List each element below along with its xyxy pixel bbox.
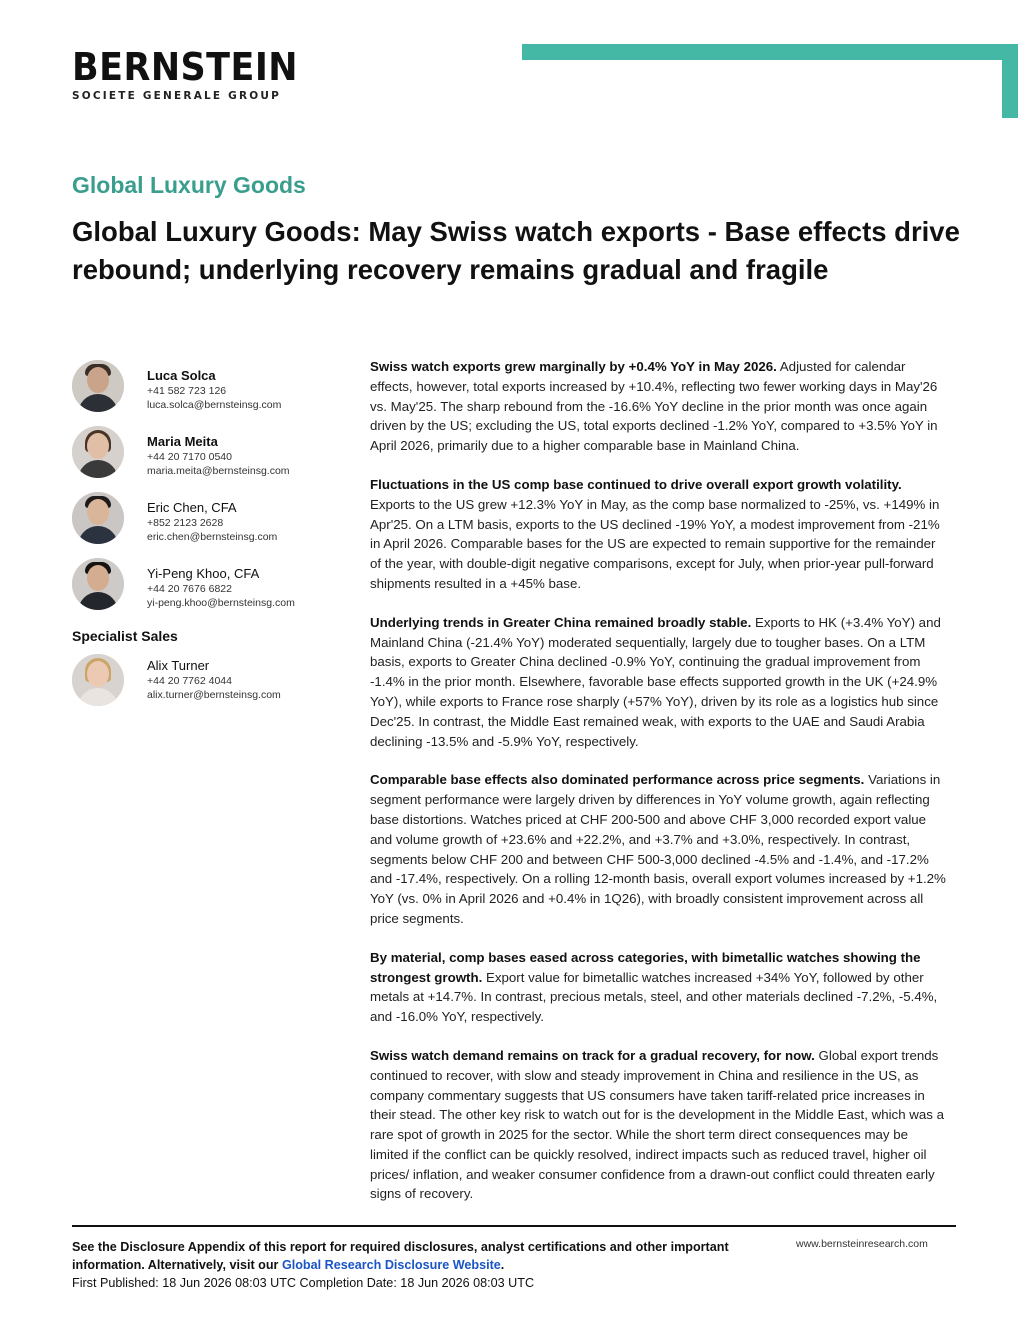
- author-card: [72, 492, 352, 558]
- paragraph-lead: Swiss watch exports grew marginally by +0.4% YoY in May 2026.: [370, 359, 777, 374]
- avatar: [72, 426, 124, 478]
- accent-corner-bar: [522, 44, 1010, 60]
- disclosure-period: .: [500, 1258, 505, 1272]
- avatar: [72, 492, 124, 544]
- body-paragraph: [370, 475, 950, 594]
- paragraph-text: Variations in segment performance were largely driven by differences in YoY volume growth, again reflecting base distortions. Watches priced at CHF 200-500 and above CHF 3,000 recorded export value and volume growth of +23.6% and +22.2%, and +3.7% and +3.0%, respectively. In contrast, segments below CHF 200 and between CHF 500-3,000 declined -4.5% and -1.4%, and -17.2% and -17.4%, respectively. On a rolling 12-month basis, overall export volumes increased by +1.2% YoY (vs. 0% in April 2026 and +0.4% in 1Q26), with broadly consistent improvement across all price segments.: [370, 772, 946, 926]
- author-email[interactable]: maria.meita@bernsteinsg.com: [147, 465, 290, 477]
- author-phone: +44 20 7676 6822: [147, 583, 232, 595]
- bernstein-logo: [72, 46, 318, 102]
- report-title: Global Luxury Goods: May Swiss watch exports - Base effects drive rebound; underlying recovery remains gradual and fragile: [72, 216, 960, 285]
- body-paragraph: [370, 357, 950, 456]
- specialist-sales-heading: Specialist Sales: [72, 628, 178, 644]
- accent-corner-bar-vertical: [1002, 44, 1018, 118]
- author-email[interactable]: luca.solca@bernsteinsg.com: [147, 399, 282, 411]
- author-name: Yi-Peng Khoo, CFA: [147, 566, 260, 581]
- paragraph-lead: Swiss watch demand remains on track for a gradual recovery, for now.: [370, 1047, 815, 1063]
- author-card: [72, 558, 352, 624]
- author-card: [72, 360, 352, 426]
- specialist-phone: +44 20 7762 4044: [147, 675, 232, 687]
- author-card: [72, 426, 352, 492]
- avatar: [72, 360, 124, 412]
- paragraph-text: Export value for bimetallic watches increased +34% YoY, followed by other metals at +14.7%. In contrast, precious metals, steel, and other materials declined -7.2%, -5.4%, and -16.0% YoY, respectively.: [370, 969, 938, 1025]
- section-heading: Global Luxury Goods: [72, 172, 306, 198]
- logo-subtitle: SOCIETE GENERALE GROUP: [72, 90, 281, 102]
- disclosure-website-link[interactable]: Global Research Disclosure Website: [281, 1258, 501, 1272]
- paragraph-text: Adjusted for calendar effects, however, total exports increased by +10.4%, reflecting two fewer working days in May'26 vs. May'25. The sharp rebound from the -16.6% YoY decline in the prior month was once again driven by the US; excluding the US, total exports declined -1.2% YoY, compared to +3.5% YoY in April 2026, primarily due to a higher comparable base in Mainland China.: [370, 359, 938, 454]
- author-name: Luca Solca: [147, 368, 216, 383]
- publication-dates: First Published: 18 Jun 2026 08:03 UTC Completion Date: 18 Jun 2026 08:03 UTC: [72, 1276, 535, 1290]
- disclosure-footer: [72, 1238, 772, 1292]
- author-name: Eric Chen, CFA: [147, 500, 237, 515]
- specialist-name: Alix Turner: [147, 658, 210, 673]
- author-name: Maria Meita: [147, 434, 218, 449]
- specialist-card: [72, 654, 352, 720]
- paragraph-text: Global export trends continued to recover, with slow and steady improvement in China and resilience in the US, as company commentary suggests that US consumers have taken tariff-related price increases in their stead. The other key risk to watch out for is the development in the Middle East, which was a rare spot of growth in 2025 for the sector. While the short term direct consequences may be limited if the conflict can be quickly resolved, indirect impacts such as reduced travel, higher oil prices/ inflation, and weaker consumer confidence from a drawn-out conflict could threaten early signs of recovery.: [370, 1047, 945, 1202]
- avatar: [72, 654, 124, 706]
- avatar: [72, 558, 124, 610]
- author-list: [72, 360, 352, 720]
- body-paragraph: [370, 1046, 950, 1204]
- body-paragraph: [370, 770, 950, 928]
- body-paragraph: [370, 948, 950, 1027]
- footer-divider: [72, 1225, 956, 1227]
- body-paragraph: [370, 613, 950, 752]
- website-url[interactable]: www.bernsteinresearch.com: [796, 1238, 928, 1250]
- author-email[interactable]: eric.chen@bernsteinsg.com: [147, 531, 278, 543]
- paragraph-lead: Fluctuations in the US comp base continued to drive overall export growth volatility.: [370, 476, 902, 492]
- report-body: [370, 357, 950, 1223]
- paragraph-lead: Underlying trends in Greater China remained broadly stable.: [370, 614, 752, 630]
- paragraph-lead: By material, comp bases eased across categories, with bimetallic watches showing the strongest growth.: [370, 949, 921, 985]
- logo-wordmark: BERNSTEIN: [72, 45, 299, 89]
- paragraph-text: Exports to the US grew +12.3% YoY in May, as the comp base normalized to -25%, vs. +149% in Apr'25. On a LTM basis, exports to the US declined -19% YoY, a modest improvement from -21% in April 2026. Comparable bases for the US are expected to remain supportive for the remainder of the year, with double-digit negative comparisons, except for July, when prior-year pull-forward shipments resulted in a +45% base.: [370, 496, 940, 591]
- author-phone: +852 2123 2628: [147, 517, 224, 529]
- author-phone: +44 20 7170 0540: [147, 451, 232, 463]
- specialist-email[interactable]: alix.turner@bernsteinsg.com: [147, 689, 281, 701]
- paragraph-text: Exports to HK (+3.4% YoY) and Mainland China (-21.4% YoY) moderated sequentially, largely due to tougher bases. On a LTM basis, exports to Greater China declined -0.9% YoY, continuing the gradual improvement from -1.4% in the prior month. Elsewhere, favorable base effects supported growth in the UK (+24.9% YoY), while exports to France rose sharply (+57% YoY), driven by its role as a logistics hub since Dec'25. In contrast, the Middle East remained weak, with exports to the UAE and Saudi Arabia declining -13.5% and -5.9% YoY, respectively.: [370, 614, 941, 749]
- disclosure-text: See the Disclosure Appendix of this report for required disclosures, analyst certifications and other important information. Alternatively, visit our: [72, 1240, 729, 1272]
- author-email[interactable]: yi-peng.khoo@bernsteinsg.com: [147, 597, 295, 609]
- paragraph-lead: Comparable base effects also dominated performance across price segments.: [370, 772, 865, 788]
- author-phone: +41 582 723 126: [147, 385, 227, 397]
